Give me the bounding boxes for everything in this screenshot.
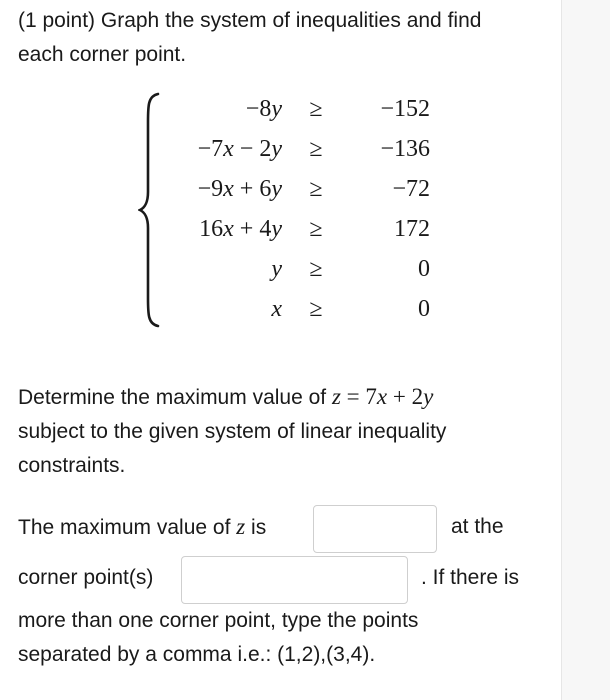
intro-line-1: (1 point) Graph the system of inequalities and find <box>18 9 482 32</box>
corner-note <box>18 604 548 672</box>
inequality-rhs: 172 <box>394 216 430 242</box>
corner-label: corner point(s) <box>18 566 154 589</box>
corner-note-line-1: more than one corner point, type the points <box>18 609 419 632</box>
problem-intro <box>18 4 548 72</box>
objective-text <box>18 380 548 483</box>
inequality-rhs: −152 <box>380 96 430 122</box>
inequality-rhs: −72 <box>392 176 430 202</box>
intro-line-2: each corner point. <box>18 43 187 66</box>
corner-points-input[interactable] <box>181 556 408 604</box>
objective-prefix: Determine the maximum value of <box>18 386 332 409</box>
max-value-label <box>18 510 266 545</box>
inequality-relation: ≥ <box>309 256 323 282</box>
objective-plus: + 2 <box>387 384 424 409</box>
max-is: is <box>245 516 267 539</box>
inequality-relation: ≥ <box>309 296 323 322</box>
inequality-lhs: x <box>271 296 282 322</box>
objective-line-2: subject to the given system of linear inequality <box>18 420 447 443</box>
inequality-row <box>138 256 458 296</box>
inequality-relation: ≥ <box>309 96 323 122</box>
max-z: z <box>236 514 246 539</box>
inequality-lhs: y <box>271 256 282 282</box>
right-gutter <box>562 0 610 700</box>
inequality-row <box>138 176 458 216</box>
inequality-relation: ≥ <box>309 216 323 242</box>
inequality-row <box>138 216 458 256</box>
corner-suffix: . If there is <box>421 566 520 589</box>
inequality-lhs: −9x + 6y <box>197 176 282 202</box>
inequality-lhs: −7x − 2y <box>197 136 282 162</box>
inequality-lhs: 16x + 4y <box>199 216 282 242</box>
max-prefix: The maximum value of <box>18 516 237 539</box>
objective-equals: = <box>340 384 366 409</box>
objective-x: x <box>376 384 388 409</box>
objective-line-3: constraints. <box>18 454 126 477</box>
max-value-input[interactable] <box>313 505 437 553</box>
objective-coef-x: 7 <box>365 384 377 409</box>
inequality-system <box>138 92 458 328</box>
inequality-rhs: 0 <box>418 296 430 322</box>
inequality-row <box>138 296 458 336</box>
inequality-rhs: 0 <box>418 256 430 282</box>
objective-z: z <box>331 384 341 409</box>
corner-note-line-2: separated by a comma i.e.: (1,2),(3,4). <box>18 643 376 666</box>
inequality-lhs: −8y <box>245 96 282 122</box>
inequality-relation: ≥ <box>309 136 323 162</box>
objective-y: y <box>423 384 434 409</box>
inequality-rhs: −136 <box>380 136 430 162</box>
inequality-relation: ≥ <box>309 176 323 202</box>
at-the-label: at the <box>451 515 504 538</box>
inequality-row <box>138 96 458 136</box>
inequality-row <box>138 136 458 176</box>
